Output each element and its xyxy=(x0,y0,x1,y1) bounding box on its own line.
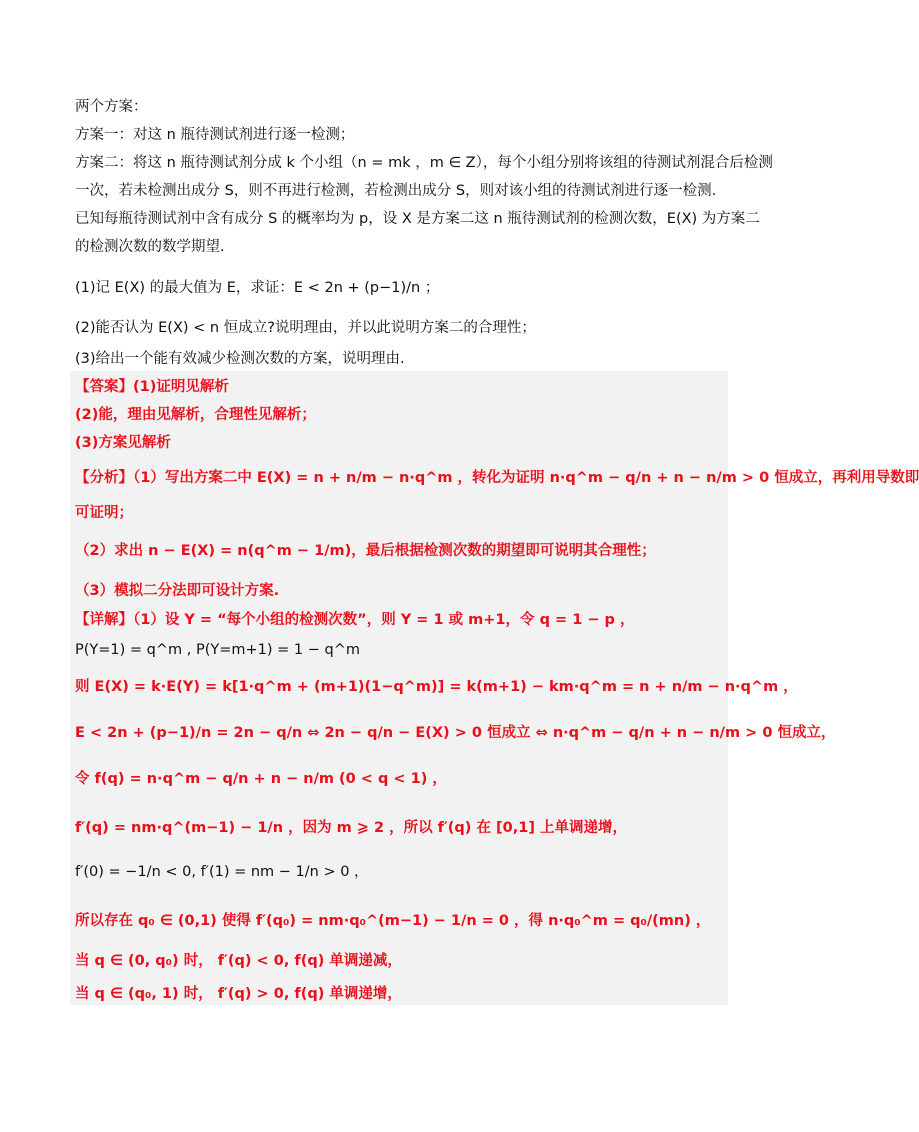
detail-line6: f′(q) = nm·q^(m−1) − 1/n ，因为 m ⩾ 2 ，所以 f′(q) 在 [0,1] 上单调递增， xyxy=(75,820,628,836)
detail-line7: f′(0) = −1/n < 0, f′(1) = nm − 1/n > 0 ， xyxy=(75,864,369,880)
question-2: (2)能否认为 E(X) < n 恒成立?说明理由，并以此说明方案二的合理性； xyxy=(75,320,536,336)
detail-line3: 则 E(X) = k·E(Y) = k[1·q^m + (m+1)(1−q^m)] = k(m+1) − km·q^m = n + n/m − n·q^m ， xyxy=(75,679,798,695)
detail-line4: E < 2n + (p−1)/n = 2n − q/n ⇔ 2n − q/n − E(X) > 0 恒成立 ⇔ n·q^m − q/n + n − n/m > 0 恒成立， xyxy=(75,725,836,741)
detail-line8: 所以存在 q₀ ∈ (0,1) 使得 f′(q₀) = nm·q₀^(m−1) − 1/n = 0 ，得 n·q₀^m = q₀/(mn) ， xyxy=(75,913,711,929)
problem-intro: 两个方案： xyxy=(75,99,148,115)
detail-line5: 令 f(q) = n·q^m − q/n + n − n/m (0 < q < 1) ， xyxy=(75,771,447,787)
analysis-line2: （2）求出 n − E(X) = n(q^m − 1/m)，最后根据检测次数的期望即可说明其合理性； xyxy=(75,543,656,559)
analysis-line1b: 可证明； xyxy=(75,505,133,521)
given-line1: 已知每瓶待测试剂中含有成分 S 的概率均为 p，设 X 是方案二这 n 瓶待测试剂的检测次数，E(X) 为方案二 xyxy=(75,211,760,227)
scheme-two-line2: 一次，若未检测出成分 S，则不再进行检测，若检测出成分 S，则对该小组的待测试剂进行逐一检测. xyxy=(75,183,717,199)
analysis-line1a: 【分析】（1）写出方案二中 E(X) = n + n/m − n·q^m ，转化为证明 n·q^m − q/n + n − n/m > 0 恒成立，再利用导数即 xyxy=(75,470,919,486)
question-3: (3)给出一个能有效减少检测次数的方案，说明理由. xyxy=(75,351,405,367)
scheme-two-line1: 方案二：将这 n 瓶待测试剂分成 k 个小组（n = mk ，m ∈ Z），每个小组分别将该组的待测试剂混合后检测 xyxy=(75,155,773,171)
detail-line1: 【详解】（1）设 Y = “每个小组的检测次数”，则 Y = 1 或 m+1，令 q = 1 − p ， xyxy=(75,612,635,628)
answer-line1: 【答案】(1)证明见解析 xyxy=(75,379,229,395)
question-1: (1)记 E(X) 的最大值为 E，求证：E < 2n + (p−1)/n ； xyxy=(75,280,440,296)
detail-line2: P(Y=1) = q^m , P(Y=m+1) = 1 − q^m xyxy=(75,642,360,658)
given-line2: 的检测次数的数学期望. xyxy=(75,239,225,255)
scheme-one: 方案一：对这 n 瓶待测试剂进行逐一检测； xyxy=(75,127,355,143)
detail-line10: 当 q ∈ (q₀, 1) 时， f′(q) > 0, f(q) 单调递增， xyxy=(75,986,402,1002)
analysis-line3: （3）模拟二分法即可设计方案. xyxy=(75,583,280,599)
answer-line3: (3)方案见解析 xyxy=(75,435,171,451)
answer-line2: (2)能，理由见解析，合理性见解析； xyxy=(75,407,316,423)
detail-line9: 当 q ∈ (0, q₀) 时， f′(q) < 0, f(q) 单调递减， xyxy=(75,953,402,969)
